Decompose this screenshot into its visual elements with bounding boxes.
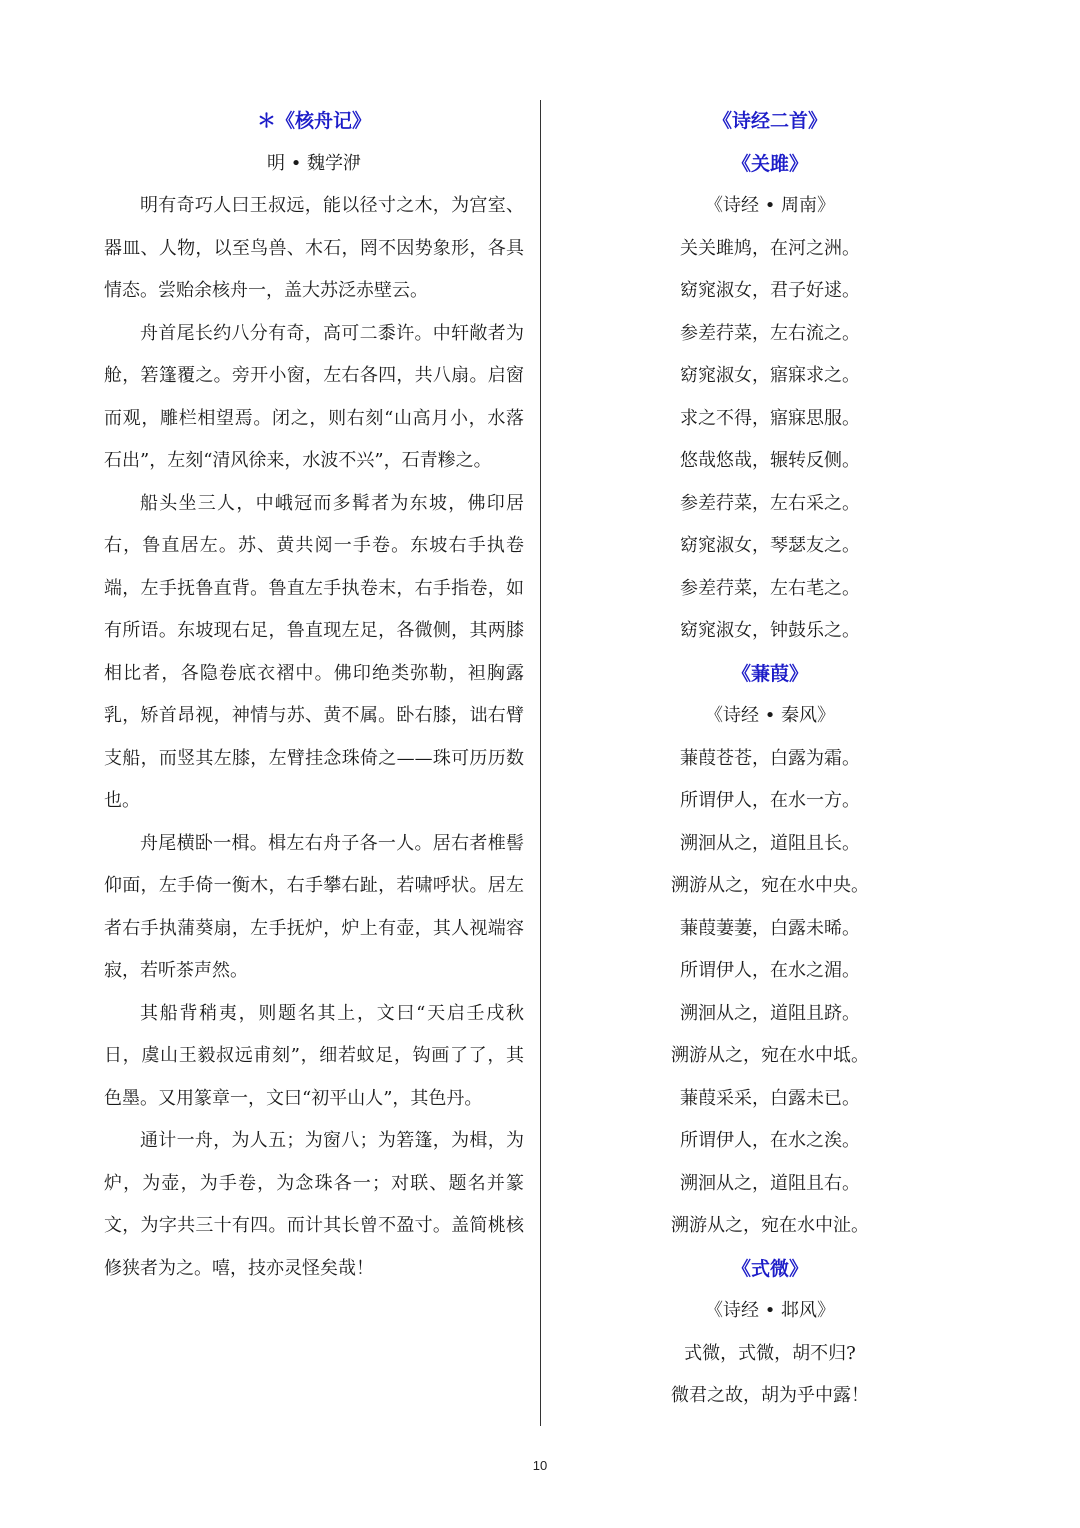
poem-line: 溯洄从之，道阻且右。 <box>680 1172 860 1194</box>
left-column <box>104 100 524 1290</box>
poem-title: 《式微》 <box>731 1257 808 1280</box>
poem-line: 悠哉悠哉，辗转反侧。 <box>680 450 860 471</box>
poem-line: 式微，式微，胡不归? <box>684 1342 856 1364</box>
paragraph: 明有奇巧人曰王叔远，能以径寸之木，为宫室、器皿、人物，以至鸟兽、木石，罔不因势象形，各具情态。尝贻余核舟一，盖大苏泛赤壁云。 <box>104 195 524 301</box>
section-title: 《诗经二首》 <box>712 110 827 132</box>
poem-line: 蒹葭萋萋，白露未晞。 <box>680 917 860 939</box>
poem-line: 所谓伊人，在水之湄。 <box>680 960 860 981</box>
right-column <box>560 100 980 1418</box>
poem-title: 《关雎》 <box>731 152 808 175</box>
poem-line: 求之不得，寤寐思服。 <box>680 407 860 429</box>
poem-line: 窈窕淑女，钟鼓乐之。 <box>680 620 860 641</box>
poem-line: 窈窕淑女，寤寐求之。 <box>680 365 860 386</box>
poem-title: 《蒹葭》 <box>731 662 808 685</box>
article-author: 明 • 魏学洢 <box>266 152 362 174</box>
poem-line: 溯洄从之，道阻且跻。 <box>680 1002 860 1024</box>
poem-line: 窈窕淑女，琴瑟友之。 <box>680 535 860 556</box>
poem-line: 所谓伊人，在水一方。 <box>680 790 860 811</box>
poem-line: 溯游从之，宛在水中坻。 <box>671 1045 869 1066</box>
poem-line: 窈窕淑女，君子好逑。 <box>680 280 860 301</box>
poem-line: 参差荇菜，左右流之。 <box>680 322 860 344</box>
poem-line: 微君之故，胡为乎中露！ <box>671 1385 869 1406</box>
paragraph: 船头坐三人，中峨冠而多髯者为东坡，佛印居右，鲁直居左。苏、黄共阅一手卷。东坡右手执卷端，左手抚鲁直背。鲁直左手执卷末，右手指卷，如有所语。东坡现右足，鲁直现左足，各微侧，其两膝相比者，各隐卷底衣褶中。佛印绝类弥勒，袒胸露乳，矫首昂视，神情与苏、黄不属。卧右膝，诎右臂支船，而竖其左膝，左臂挂念珠倚之——珠可历历数也。 <box>104 492 524 811</box>
poem-line: 参差荇菜，左右采之。 <box>680 492 860 514</box>
paragraph: 舟尾横卧一楫。楫左右舟子各一人。居右者椎髻仰面，左手倚一衡木，右手攀右趾，若啸呼状。居左者右手执蒲葵扇，左手抚炉，炉上有壶，其人视端容寂，若听茶声然。 <box>104 832 524 981</box>
poem-line: 蒹葭采采，白露未已。 <box>680 1087 860 1109</box>
poem-line: 关关雎鸠，在河之洲。 <box>680 237 860 259</box>
poem-line: 蒹葭苍苍，白露为霜。 <box>680 747 860 769</box>
poem-source: 《诗经 • 周南》 <box>704 195 836 216</box>
poem-source: 《诗经 • 邶风》 <box>704 1300 836 1321</box>
poem-line: 参差荇菜，左右芼之。 <box>680 577 860 599</box>
paragraph: 其船背稍夷，则题名其上，文曰“天启壬戌秋日，虞山王毅叔远甫刻”，细若蚊足，钩画了了，其色墨。又用篆章一，文曰“初平山人”，其色丹。 <box>104 1002 524 1109</box>
poem-source: 《诗经 • 秦风》 <box>704 705 836 726</box>
article-title: ＊《核舟记》 <box>256 110 371 132</box>
paragraph: 舟首尾长约八分有奇，高可二黍许。中轩敞者为舱，箬篷覆之。旁开小窗，左右各四，共八扇。启窗而观，雕栏相望焉。闭之，则右刻“山高月小，水落石出”，左刻“清风徐来，水波不兴”，石青糁之。 <box>104 322 524 471</box>
poem-line: 溯游从之，宛在水中央。 <box>671 875 869 896</box>
page-number: 10 <box>532 1458 548 1473</box>
poem-line: 溯洄从之，道阻且长。 <box>680 832 860 854</box>
poem-line: 所谓伊人，在水之涘。 <box>680 1130 860 1151</box>
poem-line: 溯游从之，宛在水中沚。 <box>671 1215 869 1236</box>
column-divider <box>540 100 541 1426</box>
paragraph: 通计一舟，为人五；为窗八；为箬篷，为楫，为炉，为壶，为手卷，为念珠各一；对联、题名并篆文，为字共三十有四。而计其长曾不盈寸。盖简桃核修狭者为之。嘻，技亦灵怪矣哉！ <box>104 1130 524 1279</box>
